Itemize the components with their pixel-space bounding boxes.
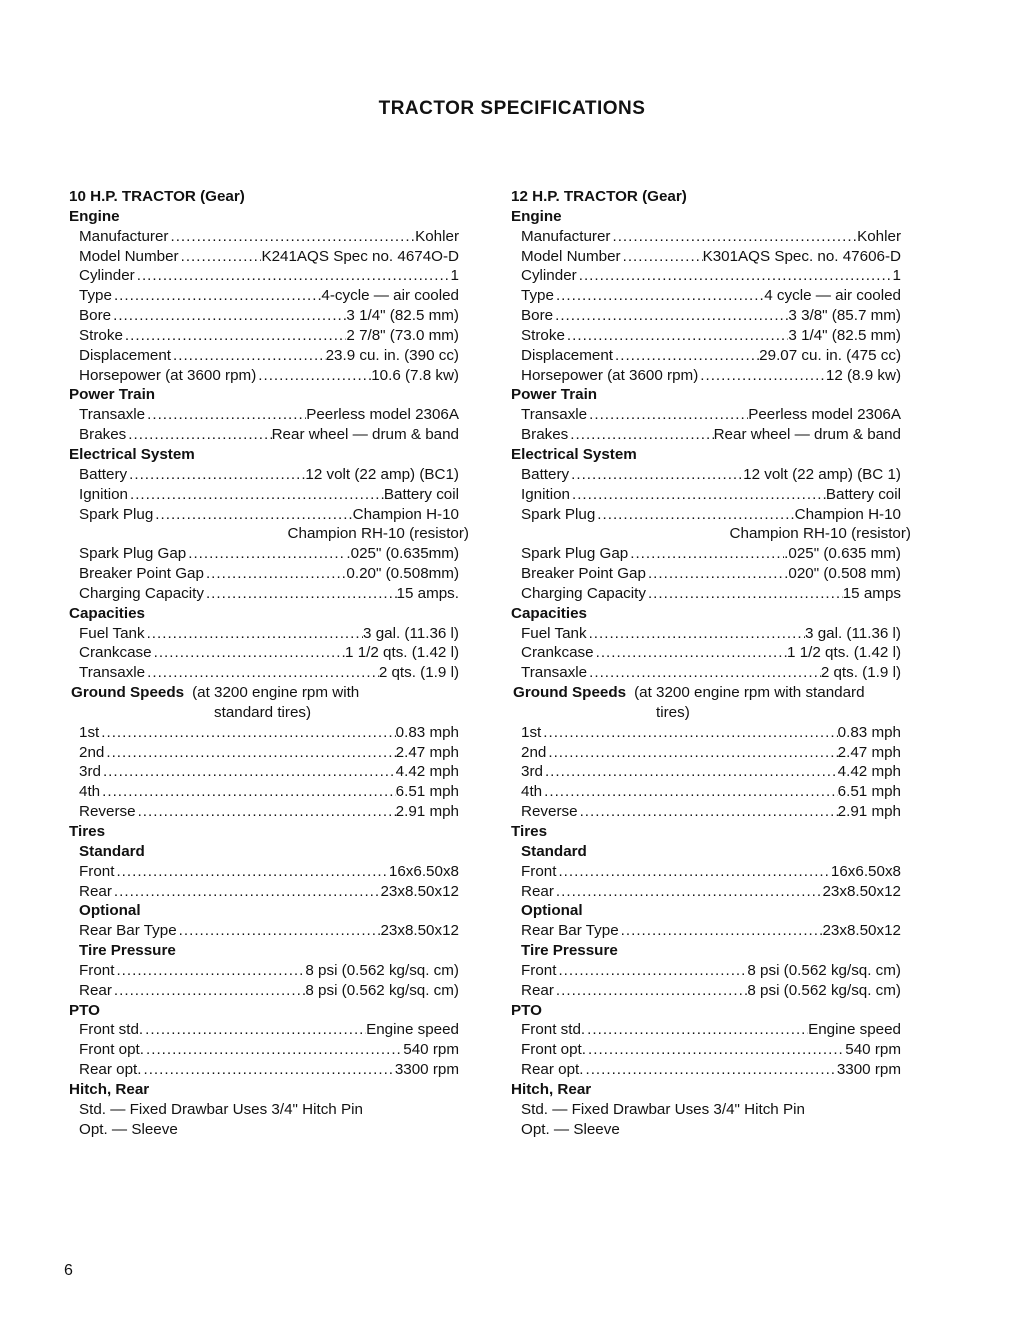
section-heading-tires: Tires bbox=[511, 823, 548, 840]
spec-row-pto-front-std: Front std. ..... Engine speed bbox=[511, 1020, 901, 1040]
spec-row-type: Type ..... 4-cycle — air cooled bbox=[69, 286, 459, 306]
tire-pressure-heading: Tire Pressure bbox=[79, 942, 176, 960]
spec-row-displacement: Displacement ..... 23.9 cu. in. (390 cc) bbox=[69, 346, 459, 366]
tire-pressure-heading: Tire Pressure bbox=[521, 942, 618, 960]
ground-speeds-note: standard tires) bbox=[214, 703, 312, 721]
tires-optional-heading: Optional bbox=[79, 902, 141, 920]
spec-row-charging-capacity: Charging Capacity ..... 15 amps bbox=[511, 584, 901, 604]
model-title: 12 H.P. TRACTOR (Gear) bbox=[511, 188, 687, 205]
spec-row-spark-plug-alt: Champion RH-10 (resistor) bbox=[729, 525, 911, 543]
spec-row-manufacturer: Manufacturer ..... Kohler bbox=[511, 227, 901, 247]
spec-row-type: Type ..... 4 cycle — air cooled bbox=[511, 286, 901, 306]
spec-row-tire-rear: Rear ..... 23x8.50x12 bbox=[69, 882, 459, 902]
spec-row-speed-4th: 4th ..... 6.51 mph bbox=[69, 782, 459, 802]
section-heading-electrical: Electrical System bbox=[511, 445, 637, 463]
spec-row-brakes: Brakes ..... Rear wheel — drum & band bbox=[69, 425, 459, 445]
spec-row-speed-3rd: 3rd ..... 4.42 mph bbox=[511, 762, 901, 782]
hitch-opt: Opt. — Sleeve bbox=[79, 1120, 178, 1138]
section-heading-hitch: Hitch, Rear bbox=[511, 1080, 592, 1098]
spec-row-brakes: Brakes ..... Rear wheel — drum & band bbox=[511, 425, 901, 445]
ground-speeds-note: tires) bbox=[656, 703, 690, 721]
spec-row-fuel-tank: Fuel Tank ..... 3 gal. (11.36 l) bbox=[69, 624, 459, 644]
spec-row-ignition: Ignition ..... Battery coil bbox=[69, 485, 459, 505]
spec-row-tire-front: Front ..... 16x6.50x8 bbox=[511, 862, 901, 882]
section-heading-capacities: Capacities bbox=[69, 604, 145, 622]
spec-row-transaxle-capacity: Transaxle ..... 2 qts. (1.9 l) bbox=[69, 663, 459, 683]
spec-row-breaker-point-gap: Breaker Point Gap ..... .020" (0.508 mm) bbox=[511, 564, 901, 584]
spec-row-transaxle: Transaxle ..... Peerless model 2306A bbox=[69, 405, 459, 425]
spec-row-speed-3rd: 3rd ..... 4.42 mph bbox=[69, 762, 459, 782]
spec-row-horsepower: Horsepower (at 3600 rpm) ..... 12 (8.9 kw) bbox=[511, 366, 901, 386]
spec-row-charging-capacity: Charging Capacity ..... 15 amps. bbox=[69, 584, 459, 604]
spec-row-speed-2nd: 2nd ..... 2.47 mph bbox=[511, 743, 901, 763]
spec-row-speed-2nd: 2nd ..... 2.47 mph bbox=[69, 743, 459, 763]
spec-row-pressure-front: Front ..... 8 psi (0.562 kg/sq. cm) bbox=[69, 961, 459, 981]
spec-row-transaxle: Transaxle ..... Peerless model 2306A bbox=[511, 405, 901, 425]
spec-row-transaxle-capacity: Transaxle ..... 2 qts. (1.9 l) bbox=[511, 663, 901, 683]
spec-row-model-number: Model Number ..... K301AQS Spec. no. 47606-D bbox=[511, 247, 901, 267]
spec-row-displacement: Displacement ..... 29.07 cu. in. (475 cc) bbox=[511, 346, 901, 366]
spec-row-spark-plug-gap: Spark Plug Gap ..... .025" (0.635mm) bbox=[69, 544, 459, 564]
spec-row-spark-plug: Spark Plug ..... Champion H-10 bbox=[69, 505, 459, 525]
spec-row-fuel-tank: Fuel Tank ..... 3 gal. (11.36 l) bbox=[511, 624, 901, 644]
spec-row-battery: Battery ..... 12 volt (22 amp) (BC 1) bbox=[511, 465, 901, 485]
hitch-opt: Opt. — Sleeve bbox=[521, 1120, 620, 1138]
spec-row-horsepower: Horsepower (at 3600 rpm) ..... 10.6 (7.8 kw) bbox=[69, 366, 459, 386]
tires-standard-heading: Standard bbox=[521, 842, 587, 860]
spec-row-pressure-rear: Rear ..... 8 psi (0.562 kg/sq. cm) bbox=[69, 981, 459, 1001]
section-heading-tires: Tires bbox=[69, 823, 106, 840]
spec-row-battery: Battery ..... 12 volt (22 amp) (BC1) bbox=[69, 465, 459, 485]
spec-row-manufacturer: Manufacturer ..... Kohler bbox=[69, 227, 459, 247]
spec-row-bore: Bore ..... 3 3/8" (85.7 mm) bbox=[511, 306, 901, 326]
hitch-std: Std. — Fixed Drawbar Uses 3/4" Hitch Pin bbox=[521, 1100, 805, 1118]
spec-row-speed-1st: 1st ..... 0.83 mph bbox=[511, 723, 901, 743]
section-heading-hitch: Hitch, Rear bbox=[69, 1080, 150, 1098]
tires-standard-heading: Standard bbox=[79, 842, 145, 860]
section-heading-power-train: Power Train bbox=[69, 386, 156, 404]
spec-row-stroke: Stroke ..... 2 7/8" (73.0 mm) bbox=[69, 326, 459, 346]
spec-row-pressure-rear: Rear ..... 8 psi (0.562 kg/sq. cm) bbox=[511, 981, 901, 1001]
spec-row-speed-reverse: Reverse ..... 2.91 mph bbox=[511, 802, 901, 822]
section-heading-pto: PTO bbox=[69, 1001, 100, 1019]
hitch-std: Std. — Fixed Drawbar Uses 3/4" Hitch Pin bbox=[79, 1100, 363, 1118]
spec-row-breaker-point-gap: Breaker Point Gap ..... 0.20" (0.508mm) bbox=[69, 564, 459, 584]
spec-row-cylinder: Cylinder ..... 1 bbox=[511, 266, 901, 286]
spec-row-rear-bar-type: Rear Bar Type ..... 23x8.50x12 bbox=[511, 921, 901, 941]
section-heading-power-train: Power Train bbox=[511, 386, 598, 404]
section-heading-ground-speeds: Ground Speeds (at 3200 engine rpm with bbox=[71, 684, 360, 702]
page-number: 6 bbox=[64, 1262, 73, 1279]
spec-row-spark-plug: Spark Plug ..... Champion H-10 bbox=[511, 505, 901, 525]
spec-column-12hp bbox=[511, 187, 911, 1140]
spec-row-stroke: Stroke ..... 3 1/4" (82.5 mm) bbox=[511, 326, 901, 346]
spec-row-bore: Bore ..... 3 1/4" (82.5 mm) bbox=[69, 306, 459, 326]
spec-row-tire-front: Front ..... 16x6.50x8 bbox=[69, 862, 459, 882]
spec-row-rear-bar-type: Rear Bar Type ..... 23x8.50x12 bbox=[69, 921, 459, 941]
page-title: TRACTOR SPECIFICATIONS bbox=[378, 98, 646, 119]
section-heading-pto: PTO bbox=[511, 1001, 542, 1019]
section-heading-electrical: Electrical System bbox=[69, 445, 195, 463]
tires-optional-heading: Optional bbox=[521, 902, 583, 920]
spec-row-speed-4th: 4th ..... 6.51 mph bbox=[511, 782, 901, 802]
spec-row-spark-plug-gap: Spark Plug Gap ..... .025" (0.635 mm) bbox=[511, 544, 901, 564]
spec-row-cylinder: Cylinder ..... 1 bbox=[69, 266, 459, 286]
spec-column-10hp bbox=[69, 187, 469, 1140]
section-heading-capacities: Capacities bbox=[511, 604, 587, 622]
spec-row-pto-front-opt: Front opt. ..... 540 rpm bbox=[69, 1040, 459, 1060]
spec-row-crankcase: Crankcase ..... 1 1/2 qts. (1.42 l) bbox=[511, 643, 901, 663]
spec-row-model-number: Model Number ..... K241AQS Spec no. 4674O-D bbox=[69, 247, 459, 267]
spec-row-pto-rear-opt: Rear opt. ..... 3300 rpm bbox=[69, 1060, 459, 1080]
spec-row-spark-plug-alt: Champion RH-10 (resistor) bbox=[287, 525, 469, 543]
spec-row-tire-rear: Rear ..... 23x8.50x12 bbox=[511, 882, 901, 902]
spec-row-pto-front-opt: Front opt. ..... 540 rpm bbox=[511, 1040, 901, 1060]
spec-row-crankcase: Crankcase ..... 1 1/2 qts. (1.42 l) bbox=[69, 643, 459, 663]
spec-row-speed-1st: 1st ..... 0.83 mph bbox=[69, 723, 459, 743]
spec-row-pressure-front: Front ..... 8 psi (0.562 kg/sq. cm) bbox=[511, 961, 901, 981]
section-heading-engine: Engine bbox=[69, 207, 120, 225]
spec-row-pto-rear-opt: Rear opt. ..... 3300 rpm bbox=[511, 1060, 901, 1080]
section-heading-engine: Engine bbox=[511, 207, 562, 225]
model-title: 10 H.P. TRACTOR (Gear) bbox=[69, 188, 245, 205]
section-heading-ground-speeds: Ground Speeds (at 3200 engine rpm with standard bbox=[513, 684, 865, 702]
spec-row-speed-reverse: Reverse ..... 2.91 mph bbox=[69, 802, 459, 822]
spec-row-ignition: Ignition ..... Battery coil bbox=[511, 485, 901, 505]
spec-row-pto-front-std: Front std. ..... Engine speed bbox=[69, 1020, 459, 1040]
